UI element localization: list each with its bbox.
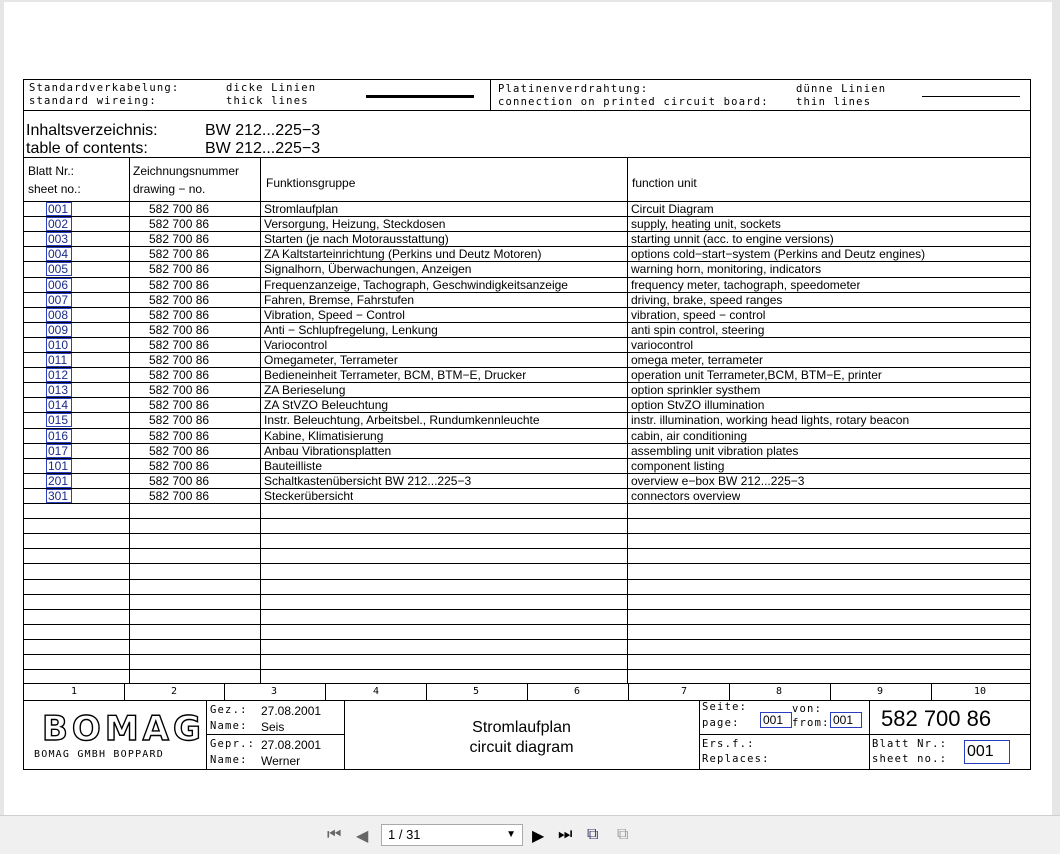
- unit-cell: assembling unit vibration plates: [631, 443, 799, 458]
- sheet-link[interactable]: 014: [46, 398, 72, 412]
- drawing-cell: 582 700 86: [149, 277, 210, 292]
- sheet-link[interactable]: 004: [46, 247, 72, 261]
- group-cell: ZA Kaltstarteinrichtung (Perkins und Deutz Motoren): [264, 247, 542, 262]
- group-cell: Versorgung, Heizung, Steckdosen: [264, 217, 446, 232]
- table-row: [24, 277, 1030, 292]
- sheet-link[interactable]: 301: [46, 489, 72, 503]
- divider: [490, 80, 491, 110]
- table-row: [24, 443, 1030, 458]
- table-row: [24, 382, 1030, 397]
- empty-row: [24, 518, 1030, 533]
- sheet-value: 001: [964, 740, 1010, 764]
- sheet-label: sheet no.:: [872, 753, 948, 765]
- seite-label: Seite:: [702, 701, 748, 713]
- group-cell: Variocontrol: [264, 337, 328, 352]
- sheet-link[interactable]: 007: [46, 293, 72, 307]
- sheet-link[interactable]: 101: [46, 459, 72, 473]
- std-wiring-de: Standardverkabelung:: [29, 82, 180, 94]
- thick-de: dicke Linien: [226, 82, 317, 94]
- unit-cell: operation unit Terrameter,BCM, BTM−E, printer: [631, 368, 882, 383]
- sheet-link[interactable]: 009: [46, 323, 72, 337]
- blatt-label: Blatt Nr.:: [872, 738, 948, 750]
- sheet-link[interactable]: 201: [46, 474, 72, 488]
- col-unit: function unit: [632, 176, 697, 190]
- unit-cell: component listing: [631, 458, 725, 473]
- last-page-icon[interactable]: ⏭: [558, 826, 573, 843]
- wiring-legend: [24, 80, 1030, 111]
- table-row: [24, 292, 1030, 307]
- table-row: [24, 367, 1030, 382]
- table-row: [24, 488, 1030, 503]
- sheet-link[interactable]: 013: [46, 383, 72, 397]
- next-page-icon[interactable]: ▶: [532, 828, 545, 845]
- empty-row: [24, 503, 1030, 518]
- name2: Werner: [261, 754, 301, 768]
- toc-title-en: table of contents:: [26, 140, 148, 157]
- empty-row: [24, 609, 1030, 624]
- von-label: von:: [792, 703, 823, 715]
- group-cell: Vibration, Speed − Control: [264, 307, 405, 322]
- toc-title-de: Inhaltsverzeichnis:: [26, 122, 158, 139]
- group-cell: ZA StVZO Beleuchtung: [264, 398, 389, 413]
- gepr-label: Gepr.:: [210, 738, 256, 750]
- empty-row: [24, 533, 1030, 548]
- drawing-cell: 582 700 86: [149, 428, 210, 443]
- unit-cell: Circuit Diagram: [631, 202, 714, 216]
- unit-cell: starting unnit (acc. to engine versions): [631, 232, 834, 247]
- empty-row: [24, 669, 1030, 684]
- col-blatt-de: Blatt Nr.:: [28, 164, 75, 178]
- fit-width-icon[interactable]: ⧉: [617, 826, 629, 843]
- pcb-en: connection on printed circuit board:: [498, 96, 769, 108]
- empty-row: [24, 639, 1030, 654]
- gez-label: Gez.:: [210, 704, 248, 716]
- gepr-date: 27.08.2001: [261, 738, 322, 752]
- col-blatt-en: sheet no.:: [28, 182, 81, 196]
- drawing-cell: 582 700 86: [149, 322, 210, 337]
- drawing-cell: 582 700 86: [149, 262, 210, 277]
- drawing-cell: 582 700 86: [149, 458, 210, 473]
- title-en: circuit diagram: [469, 739, 574, 756]
- std-wiring-en: standard wireing:: [29, 95, 157, 107]
- schematic-frame: [23, 79, 1031, 770]
- unit-cell: instr. illumination, working head lights, rotary beacon: [631, 413, 910, 428]
- group-cell: Fahren, Bremse, Fahrstufen: [264, 292, 415, 307]
- table-row: [24, 261, 1030, 276]
- unit-cell: supply, heating unit, sockets: [631, 217, 781, 232]
- from-value: 001: [830, 712, 862, 728]
- page-indicator: 1 / 31: [388, 827, 421, 842]
- col-num: 1: [71, 686, 78, 697]
- unit-cell: anti spin control, steering: [631, 322, 765, 337]
- group-cell: Bauteilliste: [264, 458, 323, 473]
- col-num: 6: [574, 686, 581, 697]
- drawing-number: 582 700 86: [881, 706, 992, 731]
- page-value: 001: [760, 712, 792, 728]
- drawing-cell: 582 700 86: [149, 368, 210, 383]
- unit-cell: overview e−box BW 212...225−3: [631, 473, 805, 488]
- table-row: [24, 216, 1030, 231]
- table-row: [24, 473, 1030, 488]
- unit-cell: option StvZO illumination: [631, 398, 765, 413]
- sheet-link[interactable]: 015: [46, 413, 72, 427]
- page-label: page:: [702, 717, 740, 729]
- group-cell: ZA Berieselung: [264, 383, 346, 398]
- table-row: [24, 322, 1030, 337]
- fit-page-icon[interactable]: ⧉: [587, 826, 599, 843]
- chevron-down-icon: ▼: [506, 829, 516, 840]
- drawing-cell: 582 700 86: [149, 307, 210, 322]
- col-num: 4: [373, 686, 380, 697]
- first-page-icon[interactable]: ⏮: [327, 826, 342, 843]
- group-cell: Anbau Vibrationsplatten: [264, 443, 392, 458]
- empty-row: [24, 563, 1030, 578]
- unit-cell: vibration, speed − control: [631, 307, 766, 322]
- col-group: Funktionsgruppe: [266, 176, 356, 190]
- viewer-toolbar: [0, 815, 1060, 854]
- sheet-link[interactable]: 008: [46, 308, 72, 322]
- document-page: [4, 2, 1052, 815]
- table-row: [24, 397, 1030, 412]
- drawing-cell: 582 700 86: [149, 247, 210, 262]
- sheet-link[interactable]: 017: [46, 444, 72, 458]
- bomag-logo: BOMAG: [42, 709, 205, 749]
- sheet-link[interactable]: 003: [46, 232, 72, 246]
- unit-cell: options cold−start−system (Perkins and Deutz engines): [631, 247, 926, 262]
- page-selector[interactable]: [381, 824, 523, 846]
- drawing-cell: 582 700 86: [149, 292, 210, 307]
- col-num: 5: [473, 686, 480, 697]
- unit-cell: connectors overview: [631, 488, 741, 503]
- sheet-link[interactable]: 010: [46, 338, 72, 352]
- col-num: 3: [271, 686, 278, 697]
- unit-cell: warning horn, monitoring, indicators: [631, 262, 822, 277]
- thin-en: thin lines: [796, 96, 872, 108]
- group-cell: Starten (je nach Motorausstattung): [264, 232, 449, 247]
- drawing-cell: 582 700 86: [149, 398, 210, 413]
- unit-cell: cabin, air conditioning: [631, 428, 748, 443]
- group-cell: Schaltkastenübersicht BW 212...225−3: [264, 473, 472, 488]
- pcb-de: Platinenverdrahtung:: [498, 83, 649, 95]
- table-row: [24, 337, 1030, 352]
- group-cell: Steckerübersicht: [264, 488, 354, 503]
- sheet-link[interactable]: 006: [46, 278, 72, 292]
- title-de: Stromlaufplan: [472, 719, 571, 736]
- col-num: 9: [877, 686, 884, 697]
- col-num: 2: [171, 686, 178, 697]
- unit-cell: driving, brake, speed ranges: [631, 292, 783, 307]
- empty-row: [24, 548, 1030, 563]
- ersf-label: Ers.f.:: [702, 738, 755, 750]
- thick-line-sample: [366, 95, 474, 98]
- drawing-cell: 582 700 86: [149, 473, 210, 488]
- col-num: 7: [681, 686, 688, 697]
- empty-row: [24, 654, 1030, 669]
- thin-line-sample: [922, 96, 1020, 97]
- drawing-cell: 582 700 86: [149, 202, 210, 216]
- unit-cell: option sprinkler systhem: [631, 383, 761, 398]
- drawing-cell: 582 700 86: [149, 232, 210, 247]
- drawing-cell: 582 700 86: [149, 383, 210, 398]
- empty-row: [24, 624, 1030, 639]
- name1: Seis: [261, 720, 285, 734]
- name1-label: Name:: [210, 720, 248, 732]
- title-block: [24, 701, 1030, 769]
- sheet-link[interactable]: 016: [46, 429, 72, 443]
- replaces-label: Replaces:: [702, 753, 770, 765]
- prev-page-icon[interactable]: ◀: [356, 828, 369, 845]
- toc-model-en: BW 212...225−3: [205, 140, 321, 157]
- col-drawing-en: drawing − no.: [133, 182, 206, 196]
- sheet-link[interactable]: 012: [46, 368, 72, 382]
- name2-label: Name:: [210, 754, 248, 766]
- sheet-link[interactable]: 011: [46, 353, 72, 367]
- drawing-cell: 582 700 86: [149, 353, 210, 367]
- table-row: [24, 307, 1030, 322]
- thin-de: dünne Linien: [796, 83, 887, 95]
- rule: [24, 157, 1030, 158]
- table-row: [24, 201, 1030, 216]
- table-row: [24, 412, 1030, 427]
- unit-cell: variocontrol: [631, 337, 694, 352]
- group-cell: Frequenzanzeige, Tachograph, Geschwindigkeitsanzeige: [264, 277, 568, 292]
- drawing-cell: 582 700 86: [149, 337, 210, 352]
- gez-date: 27.08.2001: [261, 704, 322, 718]
- table-row: [24, 246, 1030, 261]
- column-number-bar: [24, 683, 1030, 701]
- table-row: [24, 458, 1030, 473]
- sheet-link[interactable]: 002: [46, 217, 72, 231]
- col-num: 8: [776, 686, 783, 697]
- table-row: [24, 428, 1030, 443]
- unit-cell: frequency meter, tachograph, speedometer: [631, 277, 861, 292]
- drawing-cell: 582 700 86: [149, 443, 210, 458]
- empty-row: [24, 579, 1030, 594]
- thick-en: thick lines: [226, 95, 309, 107]
- table-row: [24, 352, 1030, 367]
- drawing-cell: 582 700 86: [149, 413, 210, 428]
- col-drawing-de: Zeichnungsnummer: [133, 164, 240, 178]
- group-cell: Signalhorn, Überwachungen, Anzeigen: [264, 262, 472, 277]
- empty-row: [24, 594, 1030, 609]
- sheet-link[interactable]: 005: [46, 262, 72, 276]
- group-cell: Anti − Schlupfregelung, Lenkung: [264, 322, 438, 337]
- unit-cell: omega meter, terrameter: [631, 353, 764, 367]
- company-name: BOMAG GMBH BOPPARD: [34, 749, 164, 760]
- group-cell: Omegameter, Terrameter: [264, 353, 398, 367]
- group-cell: Stromlaufplan: [264, 202, 339, 216]
- group-cell: Kabine, Klimatisierung: [264, 428, 384, 443]
- col-num: 10: [974, 686, 987, 697]
- sheet-link[interactable]: 001: [46, 202, 72, 216]
- from-label: from:: [792, 717, 830, 729]
- table-row: [24, 231, 1030, 246]
- group-cell: Instr. Beleuchtung, Arbeitsbel., Rundumkennleuchte: [264, 413, 540, 428]
- drawing-cell: 582 700 86: [149, 488, 210, 503]
- group-cell: Bedieneinheit Terrameter, BCM, BTM−E, Drucker: [264, 368, 527, 383]
- toc-model-de: BW 212...225−3: [205, 122, 321, 139]
- drawing-cell: 582 700 86: [149, 217, 210, 232]
